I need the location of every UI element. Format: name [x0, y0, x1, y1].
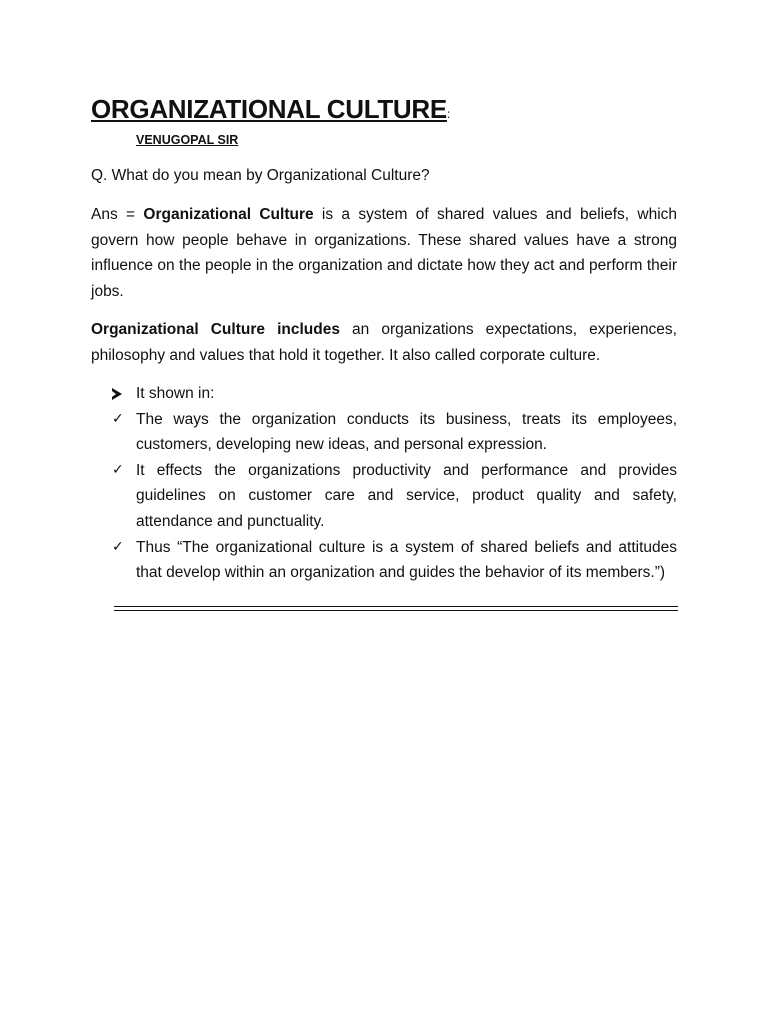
- list-item-text: Thus “The organizational culture is a system of shared beliefs and attitudes that develop within an organization and guides the behavior of its members.”): [136, 538, 677, 582]
- title-colon: :: [446, 107, 451, 121]
- double-underline-divider: [114, 606, 678, 611]
- bullet-list: [112, 381, 677, 586]
- answer-bold-term: Organizational Culture: [143, 206, 314, 223]
- list-item-text: It effects the organizations productivity and performance and provides guidelines on customer care and service, product quality and safety, attendance and punctuality.: [136, 461, 677, 530]
- checkmark-icon: ✓: [112, 538, 124, 555]
- list-item: [112, 381, 677, 407]
- list-item-text: The ways the organization conducts its business, treats its employees, customers, developing new ideas, and personal expression.: [136, 410, 677, 454]
- list-item: [112, 535, 677, 586]
- list-item: [112, 407, 677, 458]
- includes-bold-term: Organizational Culture includes: [91, 321, 340, 338]
- answer-text: is a system of shared values and beliefs, which govern how people behave in organizations. These shared values have a strong influence on the people in the organization and dictate how they act and perform their jobs.: [91, 206, 678, 300]
- checkmark-icon: ✓: [112, 461, 124, 478]
- answer-paragraph: [91, 202, 677, 304]
- answer-prefix: Ans =: [91, 206, 144, 223]
- includes-paragraph: [91, 317, 677, 368]
- list-item-text: It shown in:: [136, 385, 215, 402]
- list-item: [112, 458, 677, 535]
- arrow-bullet-icon: [112, 381, 130, 409]
- document-title: ORGANIZATIONAL CULTURE: [91, 94, 447, 124]
- includes-text: an organizations expectations, experiences, philosophy and values that hold it together. It also called corporate culture.: [91, 321, 677, 364]
- title-row: [91, 94, 450, 125]
- author-name: VENUGOPAL SIR: [136, 133, 239, 147]
- checkmark-icon: ✓: [112, 410, 124, 427]
- question-text: Q. What do you mean by Organizational Culture?: [91, 167, 430, 184]
